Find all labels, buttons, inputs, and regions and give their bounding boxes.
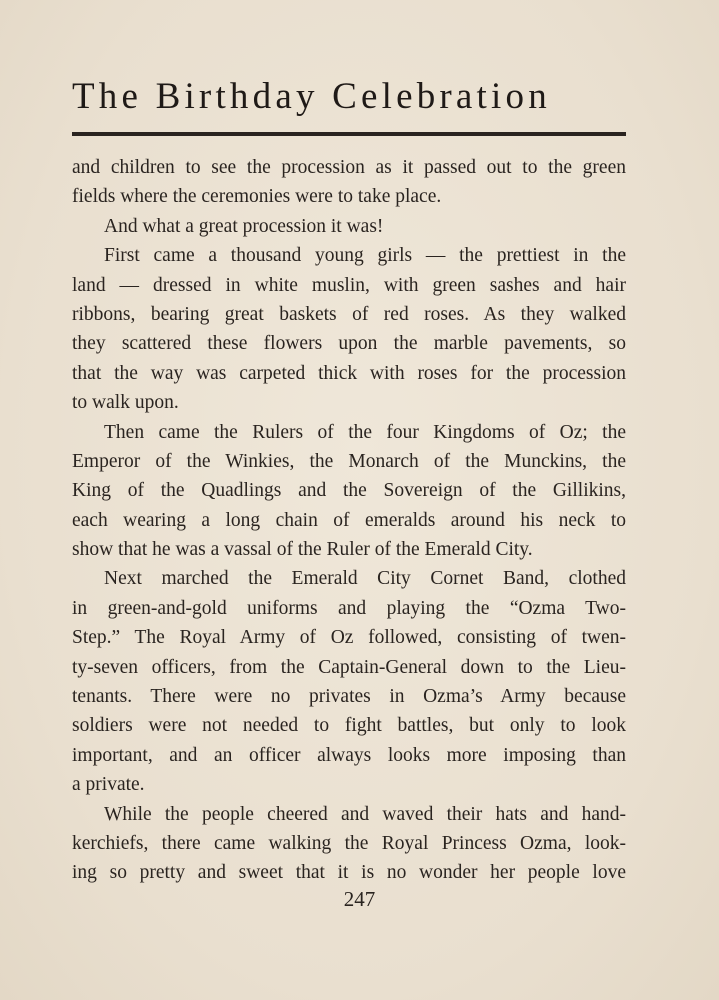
body-text (72, 153, 626, 888)
text-line: King of the Quadlings and the Sovereign of the Gillikins, (72, 480, 626, 502)
text-line: ing so pretty and sweet that it is no wonder her people love (72, 862, 626, 884)
text-line: ty-seven officers, from the Captain-General down to the Lieu- (72, 656, 626, 678)
text-line: While the people cheered and waved their hats and hand- (104, 803, 626, 825)
running-title: The Birthday Celebration (72, 76, 551, 117)
text-line: soldiers were not needed to fight battles, but only to look (72, 715, 626, 737)
text-line: they scattered these flowers upon the marble pavements, so (72, 333, 626, 355)
text-line: First came a thousand young girls — the prettiest in the (104, 245, 626, 267)
text-line: each wearing a long chain of emeralds around his neck to (72, 509, 626, 531)
text-line: important, and an officer always looks more imposing than (72, 744, 626, 766)
text-line: and children to see the procession as it passed out to the green (72, 157, 626, 178)
text-line: land — dressed in white muslin, with green sashes and hair (72, 274, 626, 296)
text-line: Then came the Rulers of the four Kingdoms of Oz; the (104, 421, 626, 443)
text-line: to walk upon. (72, 392, 179, 414)
text-line: ribbons, bearing great baskets of red roses. As they walked (72, 303, 626, 325)
text-line: Step.” The Royal Army of Oz followed, consisting of twen- (72, 627, 626, 649)
text-line: Emperor of the Winkies, the Monarch of the Munckins, the (72, 450, 626, 472)
text-line: in green-and-gold uniforms and playing the “Ozma Two- (72, 597, 626, 619)
title-rule (72, 132, 626, 136)
text-line: that the way was carpeted thick with roses for the procession (72, 362, 626, 384)
text-line: And what a great procession it was! (104, 215, 384, 237)
text-line: tenants. There were no privates in Ozma’s Army because (72, 686, 626, 708)
text-line: fields where the ceremonies were to take place. (72, 186, 442, 208)
text-line: a private. (72, 774, 145, 796)
text-line: Next marched the Emerald City Cornet Band, clothed (104, 568, 626, 590)
page-number: 247 (343, 887, 376, 911)
text-line: show that he was a vassal of the Ruler of the Emerald City. (72, 539, 533, 561)
text-line: kerchiefs, there came walking the Royal Princess Ozma, look- (72, 832, 626, 854)
